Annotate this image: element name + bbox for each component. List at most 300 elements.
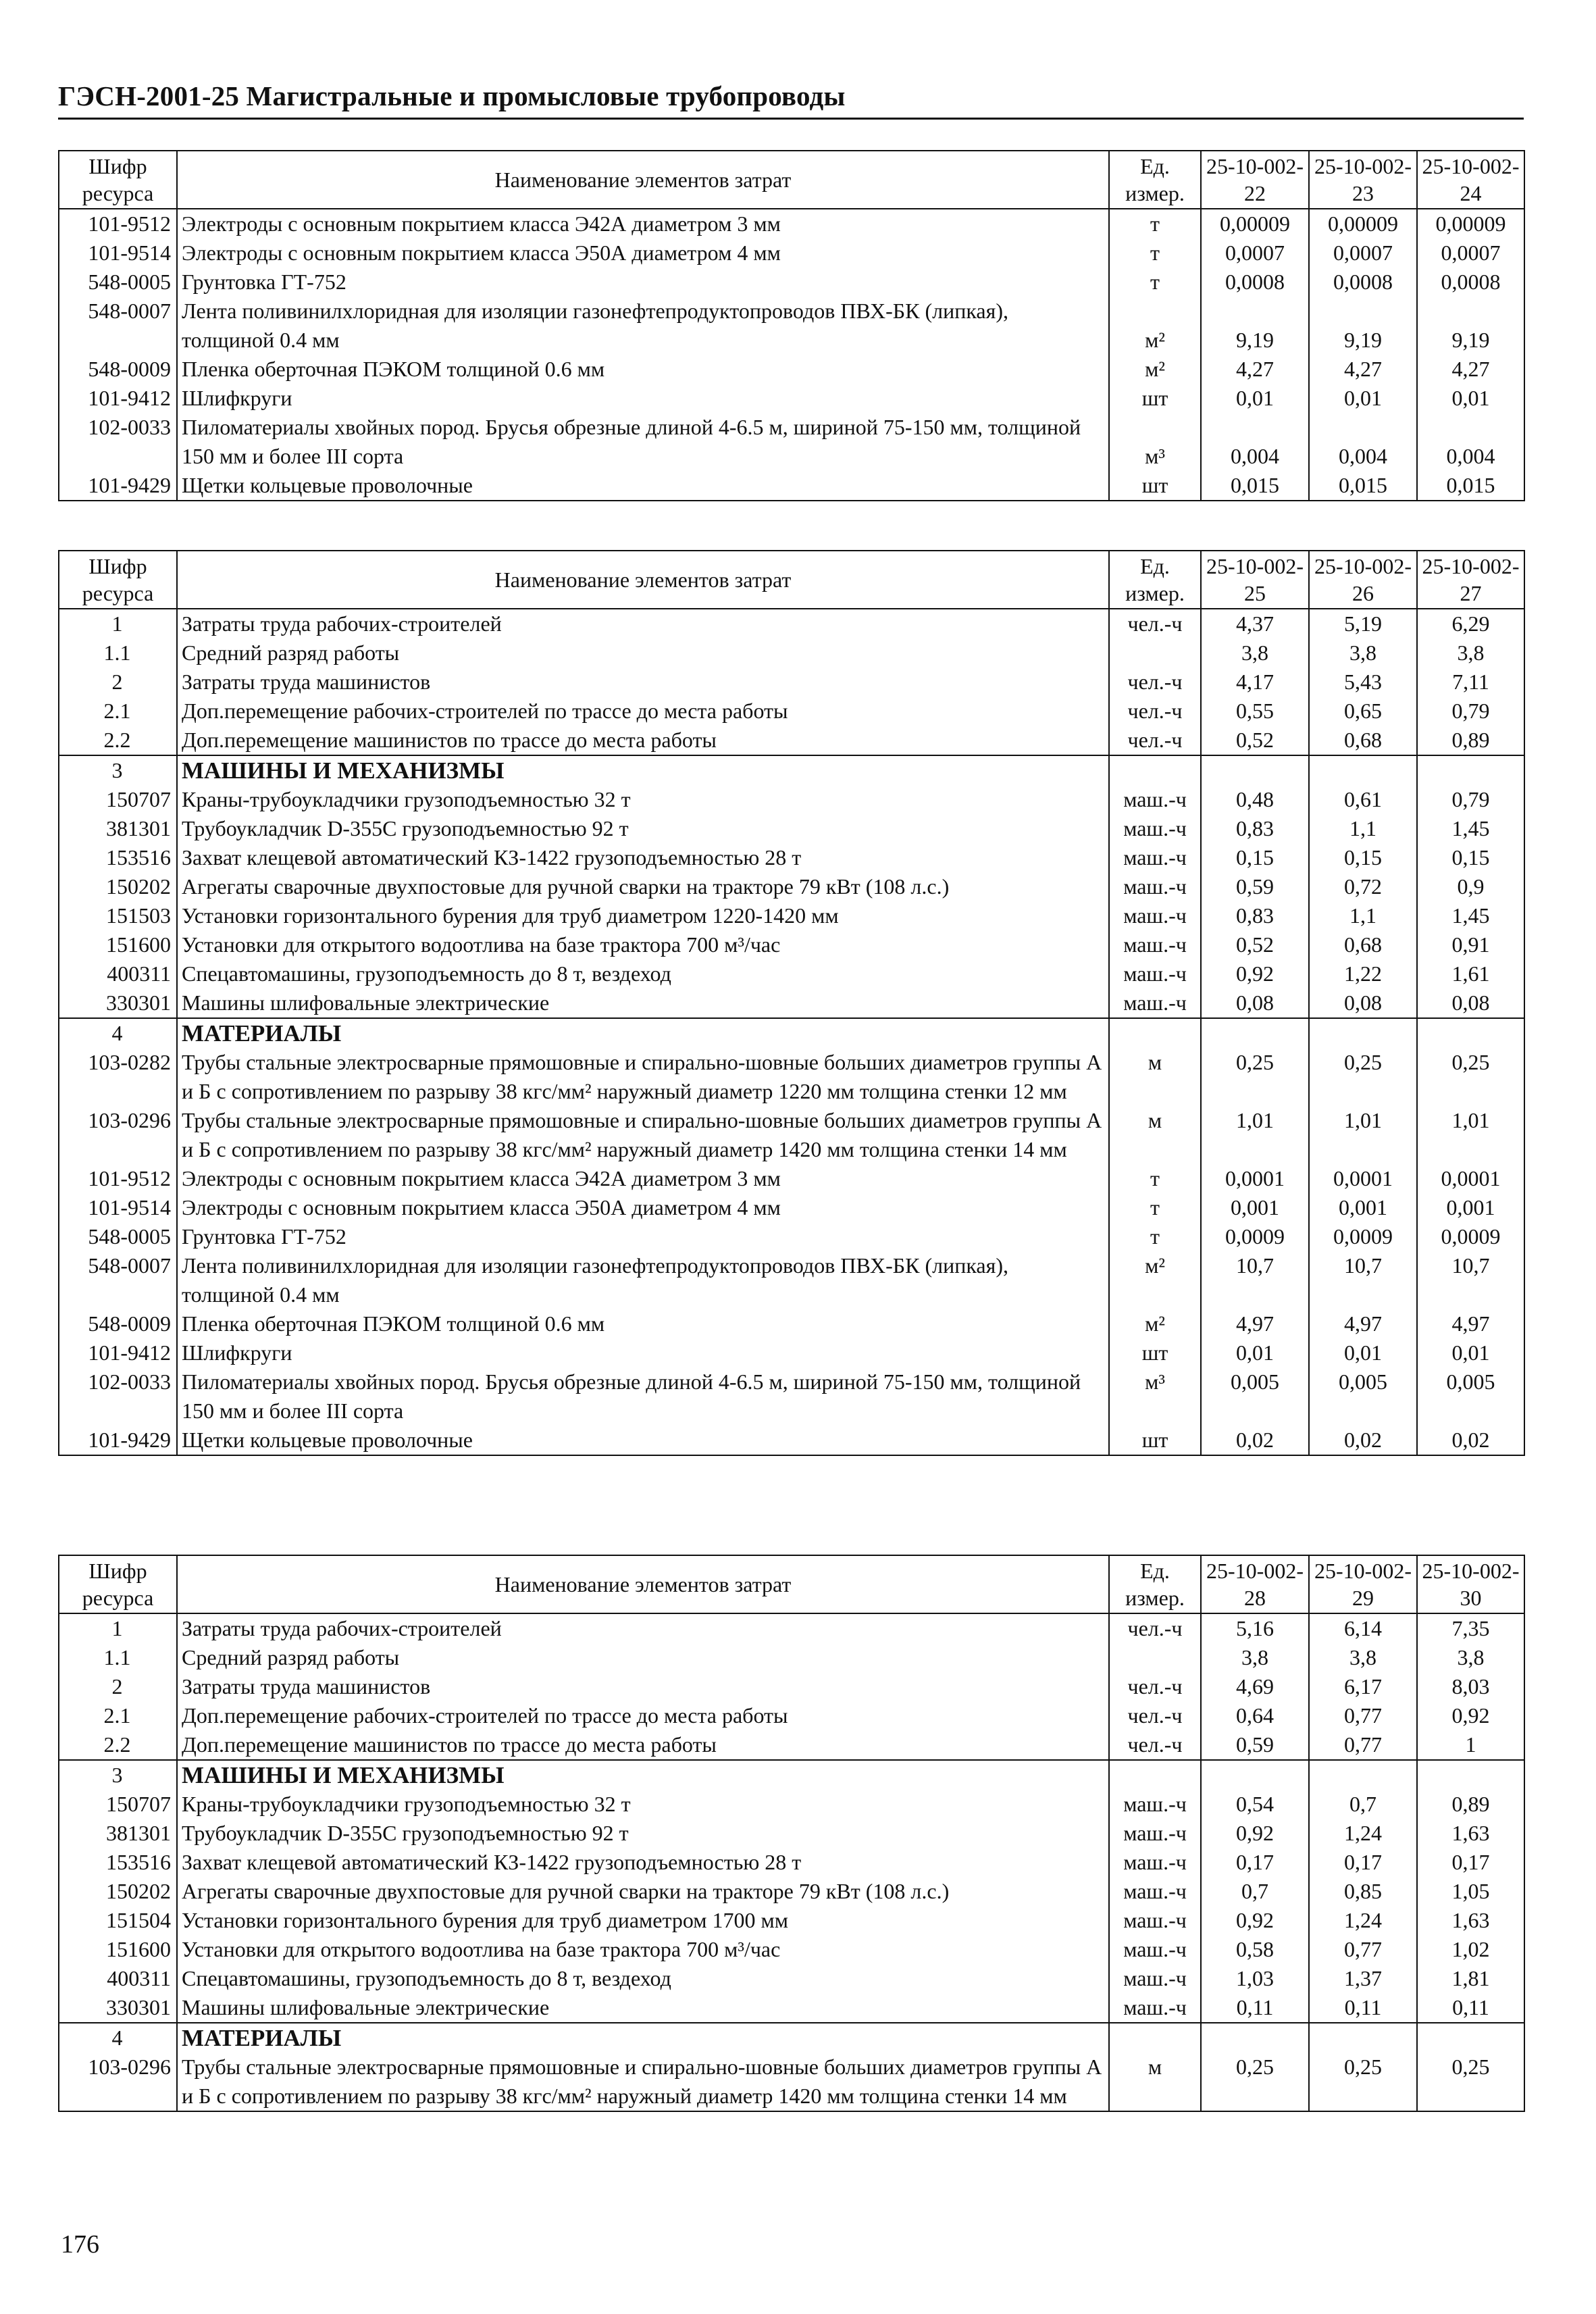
unit-cell: м² [1109,355,1201,384]
value-cell: 0,004 [1417,413,1524,471]
table-row [59,1251,1524,1309]
table-row [59,355,1524,384]
table-row [59,726,1524,755]
resource-code: 102-0033 [59,413,177,471]
value-cell: 10,7 [1309,1251,1417,1309]
unit-cell [1109,638,1201,668]
unit-cell: шт [1109,1338,1201,1367]
value-cell: 7,35 [1417,1613,1524,1643]
table-header-row [59,1555,1524,1613]
value-cell: 0,004 [1201,413,1309,471]
unit-cell [1109,755,1201,785]
value-cell: 0,55 [1201,697,1309,726]
table-row [59,413,1524,471]
value-cell: 3,8 [1201,1643,1309,1672]
resource-code: 548-0007 [59,1251,177,1309]
value-cell: 0,01 [1201,1338,1309,1367]
section-row [59,1760,1524,1790]
resource-code: 2.1 [59,697,177,726]
unit-cell: маш.-ч [1109,1790,1201,1819]
resource-code: 400311 [59,1964,177,1993]
value-cell: 0,001 [1309,1193,1417,1222]
value-cell: 0,25 [1417,2053,1524,2111]
value-cell: 1,63 [1417,1819,1524,1848]
value-cell: 0,0009 [1201,1222,1309,1251]
value-cell: 6,29 [1417,609,1524,638]
table-row [59,268,1524,297]
table-row [59,872,1524,901]
unit-cell: шт [1109,384,1201,413]
value-cell [1417,1018,1524,1048]
resource-code: 150202 [59,1877,177,1906]
resource-name: Установки горизонтального бурения для труб диаметром 1700 мм [177,1906,1109,1935]
value-cell: 0,00009 [1417,209,1524,238]
header-col-2: 25-10-002-29 [1309,1555,1417,1613]
value-cell: 0,08 [1201,988,1309,1018]
value-cell: 9,19 [1309,297,1417,355]
value-cell: 1,01 [1201,1106,1309,1164]
resource-name: Затраты труда машинистов [177,1672,1109,1701]
resource-code: 151503 [59,901,177,930]
unit-cell: чел.-ч [1109,697,1201,726]
value-cell: 0,015 [1417,471,1524,501]
value-cell: 1 [1417,1730,1524,1760]
value-cell: 5,16 [1201,1613,1309,1643]
header-col-1: 25-10-002-22 [1201,151,1309,209]
resource-name: Агрегаты сварочные двухпостовые для ручной сварки на тракторе 79 кВт (108 л.с.) [177,1877,1109,1906]
table-row [59,1193,1524,1222]
unit-cell: чел.-ч [1109,1672,1201,1701]
value-cell: 0,0007 [1309,238,1417,268]
value-cell: 0,9 [1417,872,1524,901]
table-row [59,1048,1524,1106]
value-cell: 0,01 [1417,384,1524,413]
value-cell [1309,755,1417,785]
value-cell: 0,7 [1309,1790,1417,1819]
unit-cell: м² [1109,297,1201,355]
page-number: 176 [61,2230,99,2259]
resource-name: Грунтовка ГТ-752 [177,268,1109,297]
header-code: Шифр ресурса [59,1555,177,1613]
value-cell: 0,92 [1201,1819,1309,1848]
unit-cell [1109,2023,1201,2053]
resource-code: 381301 [59,814,177,843]
resource-code: 151504 [59,1906,177,1935]
header-unit: Ед. измер. [1109,151,1201,209]
resource-name: Затраты труда рабочих-строителей [177,1613,1109,1643]
resource-code: 101-9412 [59,384,177,413]
value-cell: 0,0001 [1309,1164,1417,1193]
unit-cell: чел.-ч [1109,1730,1201,1760]
value-cell: 1,01 [1309,1106,1417,1164]
unit-cell [1109,1760,1201,1790]
value-cell: 0,25 [1309,2053,1417,2111]
resource-code: 548-0007 [59,297,177,355]
value-cell: 0,001 [1201,1193,1309,1222]
resource-code: 101-9429 [59,1426,177,1455]
value-cell: 0,59 [1201,872,1309,901]
unit-cell: чел.-ч [1109,609,1201,638]
value-cell: 1,45 [1417,901,1524,930]
value-cell: 4,97 [1201,1309,1309,1338]
resource-name: Трубы стальные электросварные прямошовные и спирально-шовные больших диаметров группы А и Б с сопротивлением по разрыву 38 кгс/мм² наружный диаметр 1420 мм толщина стенки 14 мм [177,1106,1109,1164]
value-cell [1201,2023,1309,2053]
table-row [59,1701,1524,1730]
resource-code: 330301 [59,988,177,1018]
resource-code: 101-9514 [59,1193,177,1222]
value-cell: 4,27 [1417,355,1524,384]
resource-name: Щетки кольцевые проволочные [177,1426,1109,1455]
value-cell: 0,68 [1309,930,1417,959]
resource-name: Шлифкруги [177,384,1109,413]
value-cell: 0,52 [1201,726,1309,755]
value-cell: 0,83 [1201,901,1309,930]
resource-code: 102-0033 [59,1367,177,1426]
table-row [59,1309,1524,1338]
value-cell: 0,48 [1201,785,1309,814]
value-cell: 0,015 [1309,471,1417,501]
resource-name: Лента поливинилхлоридная для изоляции газонефтепродуктопроводов ПВХ-БК (липкая), толщиной 0.4 мм [177,1251,1109,1309]
value-cell: 0,58 [1201,1935,1309,1964]
value-cell: 0,61 [1309,785,1417,814]
resource-name: Краны-трубоукладчики грузоподъемностью 32 т [177,1790,1109,1819]
resource-name: Захват клещевой автоматический КЗ-1422 грузоподъемностью 28 т [177,1848,1109,1877]
unit-cell: маш.-ч [1109,988,1201,1018]
value-cell: 0,15 [1417,843,1524,872]
unit-cell: маш.-ч [1109,1935,1201,1964]
resource-name: Доп.перемещение машинистов по трассе до места работы [177,1730,1109,1760]
table-body [59,609,1524,1455]
value-cell: 0,08 [1309,988,1417,1018]
section-title: МАТЕРИАЛЫ [177,2023,1109,2053]
value-cell: 5,43 [1309,668,1417,697]
resource-name: Установки для открытого водоотлива на базе трактора 700 м³/час [177,1935,1109,1964]
value-cell: 0,015 [1201,471,1309,501]
resource-name: Пиломатериалы хвойных пород. Брусья обрезные длиной 4-6.5 м, шириной 75-150 мм, толщиной 150 мм и более III сорта [177,1367,1109,1426]
value-cell: 9,19 [1201,297,1309,355]
value-cell: 0,92 [1417,1701,1524,1730]
value-cell: 7,11 [1417,668,1524,697]
value-cell: 1,03 [1201,1964,1309,1993]
table-row [59,785,1524,814]
value-cell: 0,54 [1201,1790,1309,1819]
unit-cell: маш.-ч [1109,843,1201,872]
value-cell: 0,83 [1201,814,1309,843]
value-cell: 5,19 [1309,609,1417,638]
resource-name: Трубы стальные электросварные прямошовные и спирально-шовные больших диаметров группы А и Б с сопротивлением по разрыву 38 кгс/мм² наружный диаметр 1220 мм толщина стенки 12 мм [177,1048,1109,1106]
resource-code: 103-0296 [59,2053,177,2111]
value-cell: 0,0009 [1309,1222,1417,1251]
resource-name: Агрегаты сварочные двухпостовые для ручной сварки на тракторе 79 кВт (108 л.с.) [177,872,1109,901]
resource-name: Электроды с основным покрытием класса Э42А диаметром 3 мм [177,209,1109,238]
unit-cell: маш.-ч [1109,1819,1201,1848]
resource-name: Машины шлифовальные электрические [177,1993,1109,2023]
header-code: Шифр ресурса [59,151,177,209]
unit-cell: м³ [1109,413,1201,471]
table-header-row [59,151,1524,209]
header-col-1: 25-10-002-25 [1201,551,1309,609]
resource-code: 2 [59,1672,177,1701]
resource-code: 153516 [59,843,177,872]
value-cell: 0,00009 [1201,209,1309,238]
value-cell: 0,64 [1201,1701,1309,1730]
resource-code: 103-0296 [59,1106,177,1164]
resource-code: 151600 [59,930,177,959]
resource-name: Средний разряд работы [177,1643,1109,1672]
value-cell: 0,004 [1309,413,1417,471]
section-title: МАТЕРИАЛЫ [177,1018,1109,1048]
value-cell: 0,52 [1201,930,1309,959]
resource-code: 101-9412 [59,1338,177,1367]
resource-name: Электроды с основным покрытием класса Э42А диаметром 3 мм [177,1164,1109,1193]
resource-name: Затраты труда рабочих-строителей [177,609,1109,638]
page-header [58,80,1524,120]
header-name: Наименование элементов затрат [177,151,1109,209]
resource-name: Электроды с основным покрытием класса Э50А диаметром 4 мм [177,1193,1109,1222]
value-cell [1417,2023,1524,2053]
value-cell: 0,0009 [1417,1222,1524,1251]
unit-cell: маш.-ч [1109,959,1201,988]
table-row [59,1964,1524,1993]
unit-cell: м² [1109,1251,1201,1309]
resource-code: 101-9514 [59,238,177,268]
value-cell: 0,001 [1417,1193,1524,1222]
value-cell: 0,08 [1417,988,1524,1018]
value-cell: 0,79 [1417,785,1524,814]
value-cell: 1,37 [1309,1964,1417,1993]
table-row [59,471,1524,501]
resource-code: 3 [59,755,177,785]
unit-cell [1109,1643,1201,1672]
value-cell: 0,91 [1417,930,1524,959]
value-cell: 1,24 [1309,1819,1417,1848]
resource-name: Доп.перемещение рабочих-строителей по трассе до места работы [177,1701,1109,1730]
resource-code: 2 [59,668,177,697]
unit-cell: м [1109,2053,1201,2111]
table-row [59,1993,1524,2023]
section-row [59,755,1524,785]
table-row [59,1164,1524,1193]
table-row [59,297,1524,355]
table-row [59,1790,1524,1819]
resource-code: 101-9512 [59,1164,177,1193]
unit-cell: т [1109,1164,1201,1193]
table-row [59,843,1524,872]
value-cell: 3,8 [1201,638,1309,668]
value-cell: 0,00009 [1309,209,1417,238]
resource-table-2 [58,550,1525,1456]
value-cell: 0,0008 [1201,268,1309,297]
header-col-2: 25-10-002-23 [1309,151,1417,209]
table-row [59,238,1524,268]
table-body [59,209,1524,501]
value-cell: 0,01 [1309,384,1417,413]
value-cell [1309,1018,1417,1048]
resource-code: 1.1 [59,1643,177,1672]
value-cell: 4,37 [1201,609,1309,638]
value-cell: 0,11 [1309,1993,1417,2023]
unit-cell: чел.-ч [1109,726,1201,755]
value-cell: 1,45 [1417,814,1524,843]
resource-code: 101-9512 [59,209,177,238]
header-col-3: 25-10-002-27 [1417,551,1524,609]
table-body [59,1613,1524,2111]
value-cell: 0,68 [1309,726,1417,755]
resource-name: Пленка оберточная ПЭКОМ толщиной 0.6 мм [177,355,1109,384]
resource-name: Установки для открытого водоотлива на базе трактора 700 м³/час [177,930,1109,959]
value-cell: 4,27 [1309,355,1417,384]
resource-code: 150707 [59,785,177,814]
value-cell: 0,7 [1201,1877,1309,1906]
value-cell: 0,0001 [1201,1164,1309,1193]
resource-code: 4 [59,2023,177,2053]
table-row [59,638,1524,668]
resource-name: Затраты труда машинистов [177,668,1109,697]
value-cell: 1,22 [1309,959,1417,988]
table-row [59,1367,1524,1426]
unit-cell [1109,1018,1201,1048]
resource-code: 548-0009 [59,1309,177,1338]
unit-cell: маш.-ч [1109,1993,1201,2023]
resource-name: Установки горизонтального бурения для труб диаметром 1220-1420 мм [177,901,1109,930]
table-row [59,1106,1524,1164]
value-cell: 1,01 [1417,1106,1524,1164]
unit-cell: м² [1109,1309,1201,1338]
table-row [59,1730,1524,1760]
value-cell: 0,79 [1417,697,1524,726]
value-cell: 0,77 [1309,1701,1417,1730]
value-cell: 0,11 [1201,1993,1309,2023]
value-cell: 0,59 [1201,1730,1309,1760]
value-cell: 10,7 [1417,1251,1524,1309]
table-row [59,1222,1524,1251]
value-cell: 6,17 [1309,1672,1417,1701]
unit-cell: т [1109,209,1201,238]
resource-code: 3 [59,1760,177,1790]
value-cell: 4,69 [1201,1672,1309,1701]
resource-table-3 [58,1555,1525,2112]
resource-code: 1 [59,1613,177,1643]
value-cell: 8,03 [1417,1672,1524,1701]
resource-name: Спецавтомашины, грузоподъемность до 8 т, вездеход [177,959,1109,988]
resource-code: 101-9429 [59,471,177,501]
resource-name: Пиломатериалы хвойных пород. Брусья обрезные длиной 4-6.5 м, шириной 75-150 мм, толщиной 150 мм и более III сорта [177,413,1109,471]
table-row [59,1848,1524,1877]
unit-cell: т [1109,238,1201,268]
value-cell: 1,81 [1417,1964,1524,1993]
table-row [59,209,1524,238]
unit-cell: м³ [1109,1367,1201,1426]
table-row [59,609,1524,638]
resource-name: Грунтовка ГТ-752 [177,1222,1109,1251]
unit-cell: маш.-ч [1109,785,1201,814]
value-cell: 0,25 [1417,1048,1524,1106]
value-cell: 1,61 [1417,959,1524,988]
value-cell: 0,01 [1309,1338,1417,1367]
value-cell: 0,02 [1309,1426,1417,1455]
table-row [59,1935,1524,1964]
value-cell: 0,005 [1201,1367,1309,1426]
value-cell [1417,755,1524,785]
value-cell: 0,17 [1201,1848,1309,1877]
value-cell: 0,72 [1309,872,1417,901]
value-cell [1417,1760,1524,1790]
resource-code: 103-0282 [59,1048,177,1106]
value-cell: 1,63 [1417,1906,1524,1935]
header-name: Наименование элементов затрат [177,1555,1109,1613]
value-cell: 0,02 [1201,1426,1309,1455]
table-row [59,1819,1524,1848]
table-row [59,697,1524,726]
value-cell: 0,89 [1417,726,1524,755]
resource-name: Трубы стальные электросварные прямошовные и спирально-шовные больших диаметров группы А и Б с сопротивлением по разрыву 38 кгс/мм² наружный диаметр 1420 мм толщина стенки 14 мм [177,2053,1109,2111]
resource-code: 4 [59,1018,177,1048]
value-cell: 1,24 [1309,1906,1417,1935]
table-row [59,1613,1524,1643]
resource-code: 548-0009 [59,355,177,384]
resource-name: Трубоукладчик D-355С грузоподъемностью 92 т [177,1819,1109,1848]
resource-name: Доп.перемещение рабочих-строителей по трассе до места работы [177,697,1109,726]
resource-code: 400311 [59,959,177,988]
table-row [59,988,1524,1018]
value-cell: 0,02 [1417,1426,1524,1455]
unit-cell: чел.-ч [1109,1613,1201,1643]
table-row [59,1338,1524,1367]
header-col-3: 25-10-002-24 [1417,151,1524,209]
value-cell: 1,1 [1309,814,1417,843]
value-cell: 0,0008 [1309,268,1417,297]
value-cell: 0,92 [1201,959,1309,988]
value-cell: 4,97 [1309,1309,1417,1338]
resource-name: Щетки кольцевые проволочные [177,471,1109,501]
unit-cell: маш.-ч [1109,1877,1201,1906]
value-cell: 10,7 [1201,1251,1309,1309]
resource-code: 153516 [59,1848,177,1877]
value-cell: 0,005 [1417,1367,1524,1426]
value-cell: 3,8 [1309,1643,1417,1672]
section-title: МАШИНЫ И МЕХАНИЗМЫ [177,755,1109,785]
resource-name: Лента поливинилхлоридная для изоляции газонефтепродуктопроводов ПВХ-БК (липкая), толщиной 0.4 мм [177,297,1109,355]
unit-cell: маш.-ч [1109,814,1201,843]
unit-cell: чел.-ч [1109,1701,1201,1730]
header-code: Шифр ресурса [59,551,177,609]
value-cell: 0,25 [1201,1048,1309,1106]
resource-table-1 [58,150,1525,501]
table-row [59,668,1524,697]
value-cell [1309,2023,1417,2053]
resource-code: 381301 [59,1819,177,1848]
table-header-row [59,551,1524,609]
unit-cell: шт [1109,1426,1201,1455]
unit-cell: маш.-ч [1109,872,1201,901]
value-cell [1201,1760,1309,1790]
section-row [59,1018,1524,1048]
value-cell: 6,14 [1309,1613,1417,1643]
table-row [59,1906,1524,1935]
value-cell: 0,77 [1309,1730,1417,1760]
unit-cell: маш.-ч [1109,930,1201,959]
value-cell: 0,15 [1201,843,1309,872]
unit-cell: маш.-ч [1109,901,1201,930]
resource-code: 330301 [59,1993,177,2023]
value-cell: 4,97 [1417,1309,1524,1338]
value-cell: 0,0008 [1417,268,1524,297]
resource-code: 1.1 [59,638,177,668]
header-col-3: 25-10-002-30 [1417,1555,1524,1613]
table-row [59,1877,1524,1906]
header-col-2: 25-10-002-26 [1309,551,1417,609]
table-row [59,1672,1524,1701]
